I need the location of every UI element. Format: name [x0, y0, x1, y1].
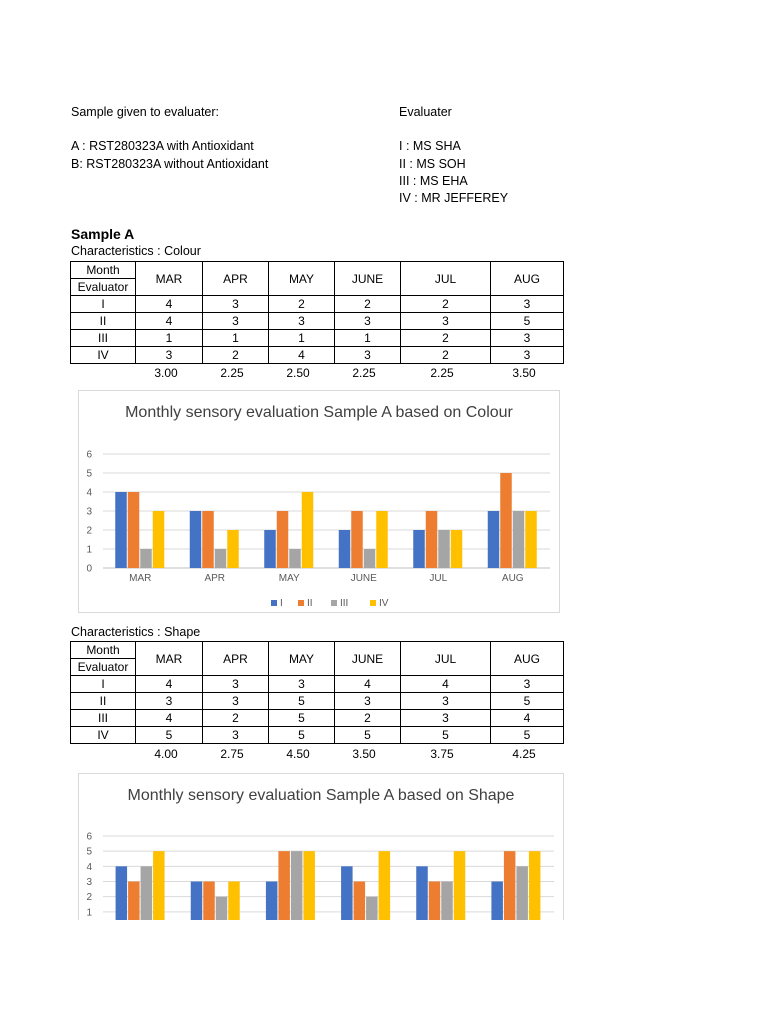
- table-cell: 3: [269, 676, 335, 693]
- table-cell: 4: [136, 676, 203, 693]
- row-evaluator: II: [71, 313, 136, 330]
- y-tick-label: 3: [86, 877, 92, 888]
- chart-title: Monthly sensory evaluation Sample A based on Colour: [125, 404, 513, 421]
- row-evaluator: IV: [71, 347, 136, 364]
- sample-a-description: A : RST280323A with Antioxidant: [71, 139, 254, 153]
- table-cell: 4: [136, 296, 203, 313]
- bar: [191, 882, 203, 921]
- y-tick-label: 6: [86, 831, 92, 843]
- table-cell: 5: [335, 727, 401, 744]
- bar: [264, 530, 276, 568]
- shape-bar-chart: [79, 774, 563, 920]
- table-cell: 4: [335, 676, 401, 693]
- bar: [454, 851, 466, 920]
- table-cell: 5: [491, 313, 564, 330]
- month-col-june: JUNE: [335, 642, 401, 676]
- average-value: 3.50: [512, 366, 536, 380]
- bar: [341, 866, 353, 920]
- table-cell: 3: [401, 693, 491, 710]
- bar: [429, 882, 441, 921]
- y-tick-label: 3: [86, 506, 92, 518]
- row-evaluator: IV: [71, 727, 136, 744]
- table-cell: 3: [491, 330, 564, 347]
- month-col-apr: APR: [203, 262, 269, 296]
- table-cell: 5: [269, 693, 335, 710]
- bar: [491, 882, 503, 921]
- sample-heading: Sample given to evaluater:: [71, 105, 220, 119]
- bar: [364, 549, 376, 568]
- table-row: [71, 693, 564, 710]
- legend-swatch: [298, 600, 304, 606]
- table-cell: 1: [203, 330, 269, 347]
- legend-swatch: [370, 600, 376, 606]
- table-cell: 5: [401, 727, 491, 744]
- table-row: [71, 313, 564, 330]
- table-cell: 5: [491, 693, 564, 710]
- table-cell: 3: [203, 693, 269, 710]
- evaluator-1: I : MS SHA: [399, 139, 461, 153]
- colour-bar-chart: [79, 391, 559, 612]
- colour-chart: [78, 390, 560, 613]
- bar: [215, 549, 227, 568]
- table-cell: 2: [401, 330, 491, 347]
- average-value: 2.25: [352, 366, 376, 380]
- month-col-apr: APR: [203, 642, 269, 676]
- legend-label: II: [307, 598, 313, 609]
- shape-characteristic-label: Characteristics : Shape: [71, 625, 201, 639]
- bar: [128, 882, 140, 921]
- average-value: 2.75: [220, 747, 244, 761]
- table-cell: 2: [401, 347, 491, 364]
- y-tick-label: 5: [86, 846, 92, 858]
- legend-label: I: [280, 598, 283, 609]
- table-cell: 5: [136, 727, 203, 744]
- month-col-jul: JUL: [401, 642, 491, 676]
- table-cell: 5: [269, 727, 335, 744]
- table-cell: 4: [136, 710, 203, 727]
- bar: [413, 530, 425, 568]
- y-tick-label: 2: [86, 892, 92, 904]
- bar: [141, 866, 153, 920]
- table-cell: 4: [491, 710, 564, 727]
- table-cell: 3: [491, 296, 564, 313]
- section-title: Sample A: [71, 226, 135, 242]
- table-row: [71, 676, 564, 693]
- month-col-aug: AUG: [491, 642, 564, 676]
- bar: [128, 492, 140, 568]
- bar: [504, 851, 515, 920]
- colour-characteristic-label: Characteristics : Colour: [71, 244, 201, 258]
- bar: [302, 492, 314, 568]
- bar: [416, 866, 428, 920]
- table-cell: 5: [491, 727, 564, 744]
- legend-swatch: [271, 600, 277, 606]
- table-cell: 2: [269, 296, 335, 313]
- y-tick-label: 6: [86, 449, 92, 461]
- table-cell: 4: [136, 313, 203, 330]
- legend-label: III: [340, 598, 349, 609]
- table-cell: 3: [401, 313, 491, 330]
- bar: [202, 511, 214, 568]
- bar: [116, 866, 128, 920]
- table-cell: 4: [401, 676, 491, 693]
- bar: [500, 473, 512, 568]
- average-value: 3.00: [154, 366, 178, 380]
- bar: [289, 549, 301, 568]
- chart-title: Monthly sensory evaluation Sample A based on Shape: [127, 787, 515, 804]
- table-cell: 3: [203, 727, 269, 744]
- table-cell: 2: [335, 296, 401, 313]
- bar: [153, 851, 165, 920]
- table-cell: 5: [269, 710, 335, 727]
- month-header: Month: [71, 642, 136, 659]
- table-cell: 4: [269, 347, 335, 364]
- x-tick-label: MAR: [129, 573, 152, 584]
- bar: [441, 882, 453, 921]
- bar: [266, 882, 278, 921]
- bar: [488, 511, 500, 568]
- shape-chart: [78, 773, 564, 920]
- table-cell: 3: [491, 676, 564, 693]
- average-value: 3.75: [430, 747, 454, 761]
- bar: [227, 530, 239, 568]
- y-tick-label: 4: [86, 487, 92, 499]
- table-cell: 3: [269, 313, 335, 330]
- bar: [203, 882, 215, 921]
- y-tick-label: 1: [86, 544, 92, 556]
- row-evaluator: III: [71, 330, 136, 347]
- table-cell: 2: [335, 710, 401, 727]
- evaluator-heading: Evaluater: [399, 105, 452, 119]
- bar: [351, 511, 363, 568]
- row-evaluator: I: [71, 676, 136, 693]
- bar: [513, 511, 525, 568]
- evaluator-header: Evaluator: [71, 659, 136, 676]
- average-value: 4.25: [512, 747, 536, 761]
- table-cell: 1: [136, 330, 203, 347]
- bar: [291, 851, 303, 920]
- bar: [277, 511, 289, 568]
- y-tick-label: 2: [86, 525, 92, 537]
- evaluator-2: II : MS SOH: [399, 157, 466, 171]
- bar: [376, 511, 388, 568]
- table-cell: 3: [335, 693, 401, 710]
- table-row: [71, 347, 564, 364]
- table-cell: 3: [203, 676, 269, 693]
- sample-b-description: B: RST280323A without Antioxidant: [71, 157, 269, 171]
- average-value: 4.50: [286, 747, 310, 761]
- bar: [379, 851, 391, 920]
- row-evaluator: II: [71, 693, 136, 710]
- table-cell: 3: [335, 313, 401, 330]
- x-tick-label: JUL: [429, 573, 448, 584]
- bar: [216, 897, 228, 920]
- average-value: 4.00: [154, 747, 178, 761]
- bar: [153, 511, 165, 568]
- month-header: Month: [71, 262, 136, 279]
- bar: [140, 549, 152, 568]
- table-cell: 3: [203, 296, 269, 313]
- row-evaluator: III: [71, 710, 136, 727]
- evaluator-header: Evaluator: [71, 279, 136, 296]
- bar: [190, 511, 202, 568]
- table-row: [71, 727, 564, 744]
- y-tick-label: 0: [86, 563, 92, 575]
- legend-label: IV: [379, 598, 389, 609]
- bar: [228, 882, 240, 921]
- x-tick-label: JUNE: [350, 573, 377, 584]
- table-cell: 1: [335, 330, 401, 347]
- bar: [529, 851, 541, 920]
- x-tick-label: MAY: [278, 573, 300, 584]
- shape-table: [70, 641, 564, 744]
- table-row: [71, 296, 564, 313]
- table-cell: 3: [335, 347, 401, 364]
- row-evaluator: I: [71, 296, 136, 313]
- table-cell: 3: [491, 347, 564, 364]
- average-value: 2.25: [220, 366, 244, 380]
- x-tick-label: AUG: [501, 573, 524, 584]
- table-cell: 2: [203, 347, 269, 364]
- bar: [354, 882, 366, 921]
- bar: [366, 897, 378, 920]
- table-cell: 3: [136, 347, 203, 364]
- table-cell: 3: [401, 710, 491, 727]
- bar: [438, 530, 450, 568]
- table-row: [71, 710, 564, 727]
- month-col-june: JUNE: [335, 262, 401, 296]
- evaluator-4: IV : MR JEFFEREY: [399, 191, 509, 205]
- bar: [525, 511, 537, 568]
- evaluator-3: III : MS EHA: [399, 174, 468, 188]
- month-col-mar: MAR: [136, 642, 203, 676]
- y-tick-label: 1: [86, 907, 92, 919]
- month-col-mar: MAR: [136, 262, 203, 296]
- bar: [278, 851, 290, 920]
- month-col-jul: JUL: [401, 262, 491, 296]
- table-cell: 2: [401, 296, 491, 313]
- bar: [516, 866, 528, 920]
- y-tick-label: 5: [86, 468, 92, 480]
- x-tick-label: APR: [204, 573, 226, 584]
- bar: [426, 511, 438, 568]
- table-cell: 3: [136, 693, 203, 710]
- bar: [303, 851, 315, 920]
- y-tick-label: 4: [86, 861, 92, 873]
- table-cell: 2: [203, 710, 269, 727]
- average-value: 2.25: [430, 366, 454, 380]
- month-col-may: MAY: [269, 262, 335, 296]
- table-cell: 1: [269, 330, 335, 347]
- bar: [451, 530, 463, 568]
- colour-table: [70, 261, 564, 364]
- average-value: 2.50: [286, 366, 310, 380]
- month-col-aug: AUG: [491, 262, 564, 296]
- average-value: 3.50: [352, 747, 376, 761]
- table-row: [71, 330, 564, 347]
- month-col-may: MAY: [269, 642, 335, 676]
- legend-swatch: [331, 600, 337, 606]
- bar: [339, 530, 351, 568]
- table-cell: 3: [203, 313, 269, 330]
- bar: [115, 492, 127, 568]
